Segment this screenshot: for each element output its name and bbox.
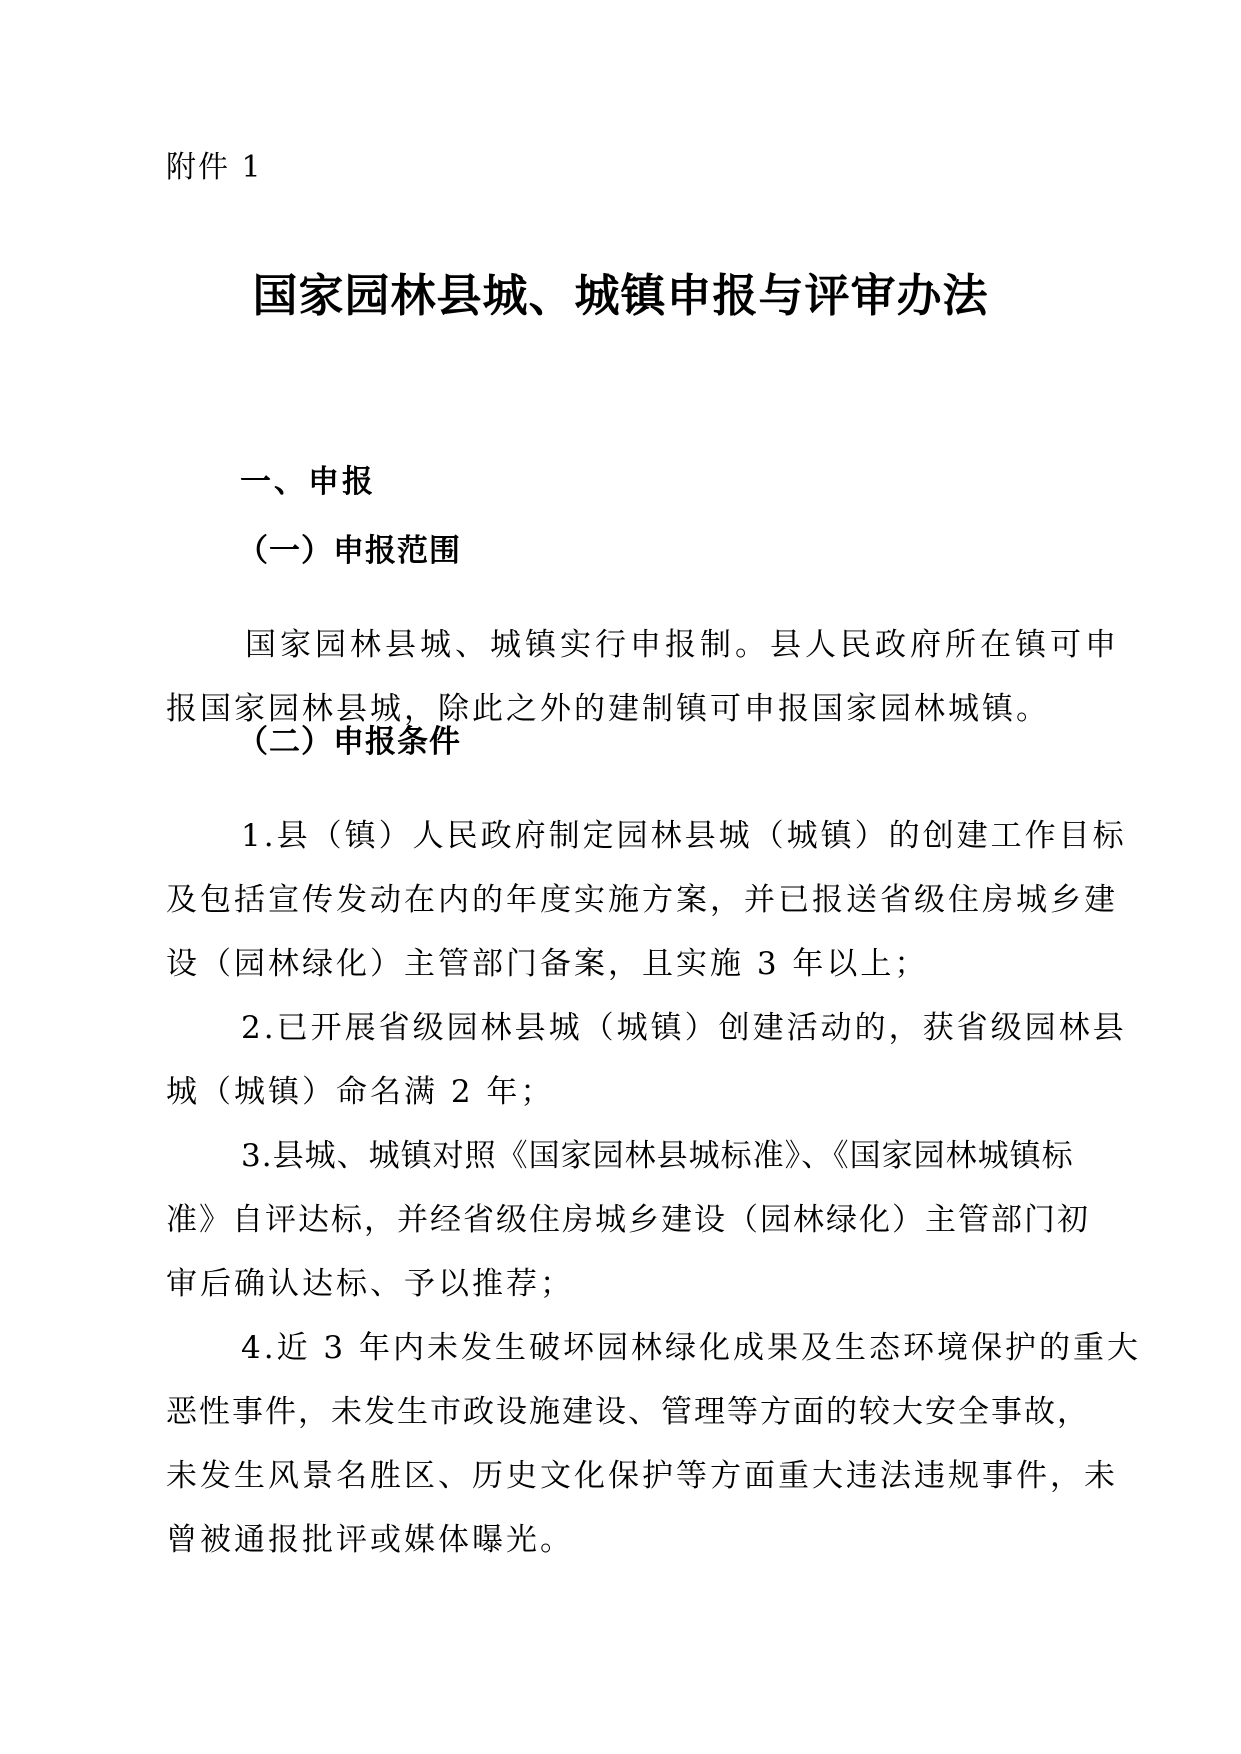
paragraph-line: 国家园林县城、城镇实行申报制。县人民政府所在镇可申 <box>245 627 1120 663</box>
paragraph-line: 报国家园林县城，除此之外的建制镇可申报国家园林城镇。 <box>166 691 1050 727</box>
condition-line: 准》自评达标，并经省级住房城乡建设（园林绿化）主管部门初 <box>166 1202 1090 1238</box>
condition-line: 设（园林绿化）主管部门备案，且实施 3 年以上； <box>166 946 929 982</box>
condition-line: 城（城镇）命名满 2 年； <box>166 1074 555 1110</box>
condition-line: 1.县（镇）人民政府制定园林县城（城镇）的创建工作目标 <box>241 818 1127 854</box>
condition-line: 4.近 3 年内未发生破坏园林绿化成果及生态环境保护的重大 <box>241 1330 1142 1366</box>
condition-line: 及包括宣传发动在内的年度实施方案，并已报送省级住房城乡建 <box>166 882 1118 918</box>
condition-line: 恶性事件，未发生市政设施建设、管理等方面的较大安全事故， <box>166 1394 1090 1430</box>
condition-line: 曾被通报批评或媒体曝光。 <box>166 1522 574 1558</box>
document-title: 国家园林县城、城镇申报与评审办法 <box>252 269 989 322</box>
condition-line: 审后确认达标、予以推荐； <box>166 1266 574 1302</box>
condition-line: 3.县城、城镇对照《国家园林县城标准》、《国家园林城镇标 <box>241 1138 1074 1174</box>
section-heading: 一、申报 <box>240 464 376 500</box>
subsection-heading: （二）申报条件 <box>237 724 461 760</box>
condition-line: 2.已开展省级园林县城（城镇）创建活动的，获省级园林县 <box>241 1010 1127 1046</box>
condition-line: 未发生风景名胜区、历史文化保护等方面重大违法违规事件，未 <box>166 1458 1118 1494</box>
attachment-label: 附件 1 <box>166 150 263 185</box>
subsection-heading: （一）申报范围 <box>237 533 461 569</box>
